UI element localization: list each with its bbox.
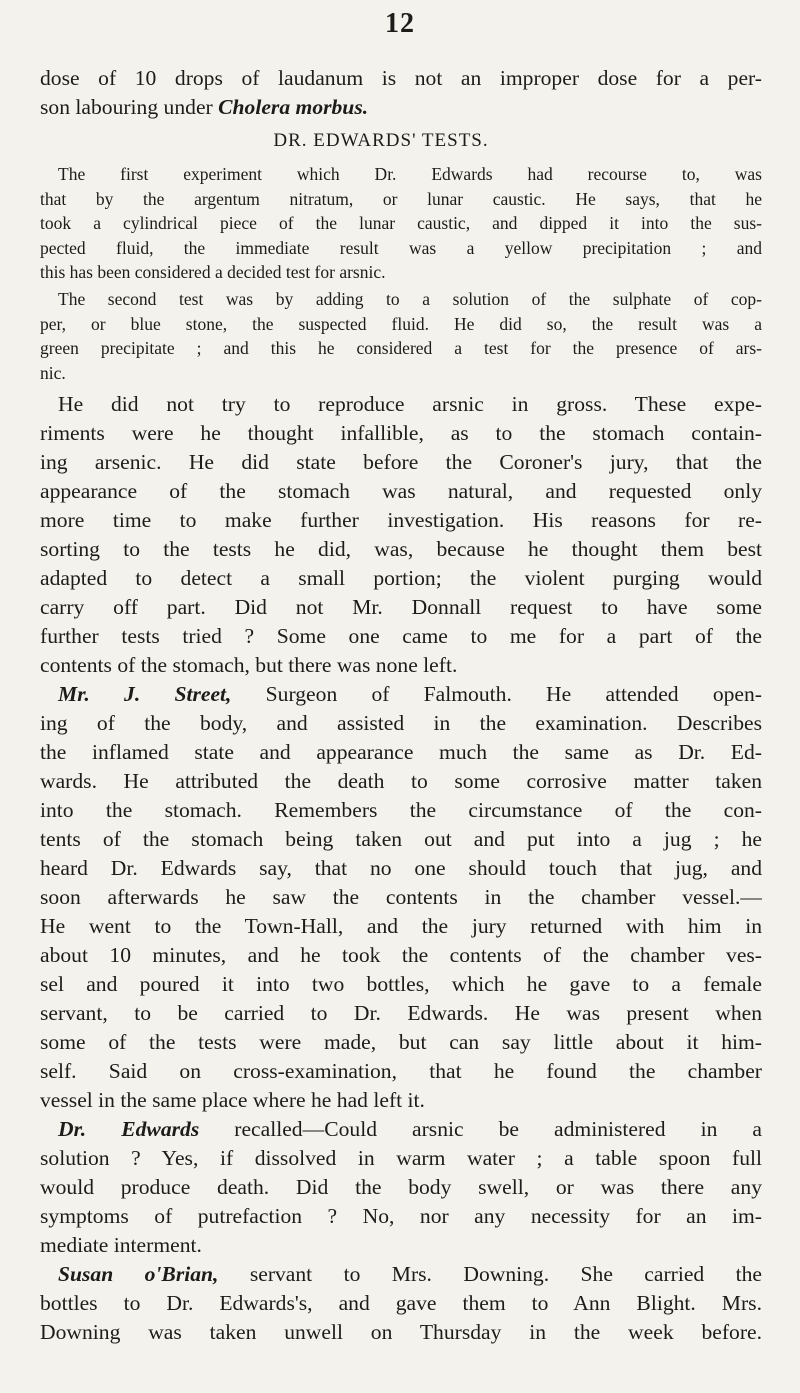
- tests-paragraph-2: [40, 287, 762, 385]
- text-line: heard Dr. Edwards say, that no one should touch that jug, and: [40, 856, 762, 880]
- text-line: He went to the Town-Hall, and the jury returned with him in: [40, 914, 762, 938]
- text-line: contents of the stomach, but there was none left.: [40, 653, 458, 677]
- text-line: per, or blue stone, the suspected fluid. He did so, the result was a: [40, 313, 762, 334]
- text-line: some of the tests were made, but can say little about it him-: [40, 1030, 762, 1054]
- text-line: solution ? Yes, if dissolved in warm water ; a table spoon full: [40, 1146, 762, 1170]
- text-line: sel and poured it into two bottles, which he gave to a female: [40, 972, 762, 996]
- text-line: tents of the stomach being taken out and put into a jug ; he: [40, 827, 762, 851]
- witness-name: Susan o'Brian,: [58, 1262, 219, 1286]
- text-line: bottles to Dr. Edwards's, and gave them to Ann Blight. Mrs.: [40, 1291, 762, 1315]
- text-line: riments were he thought infallible, as to the stomach contain-: [40, 421, 762, 445]
- text-line: into the stomach. Remembers the circumstance of the con-: [40, 798, 762, 822]
- text-line: servant, to be carried to Dr. Edwards. He was present when: [40, 1001, 762, 1025]
- text-line: the inflamed state and appearance much the same as Dr. Ed-: [40, 740, 762, 764]
- text-line: He did not try to reproduce arsnic in gross. These expe-: [58, 392, 762, 416]
- text-line: ing of the body, and assisted in the examination. Describes: [40, 711, 762, 735]
- text-line: carry off part. Did not Mr. Donnall request to have some: [40, 595, 762, 619]
- text-line: pected fluid, the immediate result was a yellow precipitation ; and: [40, 237, 762, 258]
- text-line: more time to make further investigation. His reasons for re-: [40, 508, 762, 532]
- text-line: would produce death. Did the body swell, or was there any: [40, 1175, 762, 1199]
- text-line: ing arsenic. He did state before the Coroner's jury, that the: [40, 450, 762, 474]
- text-line: Mr. J. Street, Surgeon of Falmouth. He attended open-: [58, 682, 762, 706]
- text-line: self. Said on cross-examination, that he found the chamber: [40, 1059, 762, 1083]
- opening-paragraph: [40, 64, 762, 122]
- text-line: sorting to the tests he did, was, because he thought them best: [40, 537, 762, 561]
- text-line: symptoms of putrefaction ? No, nor any necessity for an im-: [40, 1204, 762, 1228]
- text-line: further tests tried ? Some one came to me for a part of the: [40, 624, 762, 648]
- section-heading: [40, 126, 762, 155]
- text-line: green precipitate ; and this he considered a test for the presence of ars-: [40, 338, 762, 358]
- text-line: took a cylindrical piece of the lunar caustic, and dipped it into the sus-: [40, 213, 762, 233]
- tests-paragraph-1: [40, 162, 762, 285]
- italic-term: Cholera morbus.: [218, 95, 369, 119]
- main-paragraph: [40, 390, 762, 1347]
- heading-text: DR. EDWARDS' TESTS.: [273, 130, 489, 151]
- page-number: 12: [385, 8, 415, 39]
- text-line: soon afterwards he saw the contents in the chamber vessel.—: [40, 885, 762, 909]
- text-line: Susan o'Brian, servant to Mrs. Downing. She carried the: [58, 1262, 762, 1286]
- text-line: nic.: [40, 362, 66, 383]
- text-line: son labouring under Cholera morbus.: [40, 95, 369, 119]
- text-line: appearance of the stomach was natural, and requested only: [40, 479, 762, 503]
- text-line: this has been considered a decided test for arsnic.: [40, 262, 386, 282]
- text-line: dose of 10 drops of laudanum is not an improper dose for a per-: [40, 66, 762, 90]
- text-line: Downing was taken unwell on Thursday in the week before.: [40, 1320, 762, 1344]
- text-line: The second test was by adding to a solution of the sulphate of cop-: [58, 289, 762, 309]
- text-line: that by the argentum nitratum, or lunar caustic. He says, that he: [40, 188, 762, 209]
- text-line: about 10 minutes, and he took the contents of the chamber ves-: [40, 943, 762, 967]
- text-line: wards. He attributed the death to some corrosive matter taken: [40, 769, 762, 793]
- text-line: adapted to detect a small portion; the violent purging would: [40, 566, 762, 590]
- text-line: mediate interment.: [40, 1233, 202, 1257]
- text-line: vessel in the same place where he had left it.: [40, 1088, 425, 1112]
- text-line: The first experiment which Dr. Edwards had recourse to, was: [58, 164, 762, 184]
- witness-name: Dr. Edwards: [58, 1117, 200, 1141]
- witness-name: Mr. J. Street,: [58, 682, 232, 706]
- text-line: Dr. Edwards recalled—Could arsnic be administered in a: [58, 1117, 762, 1141]
